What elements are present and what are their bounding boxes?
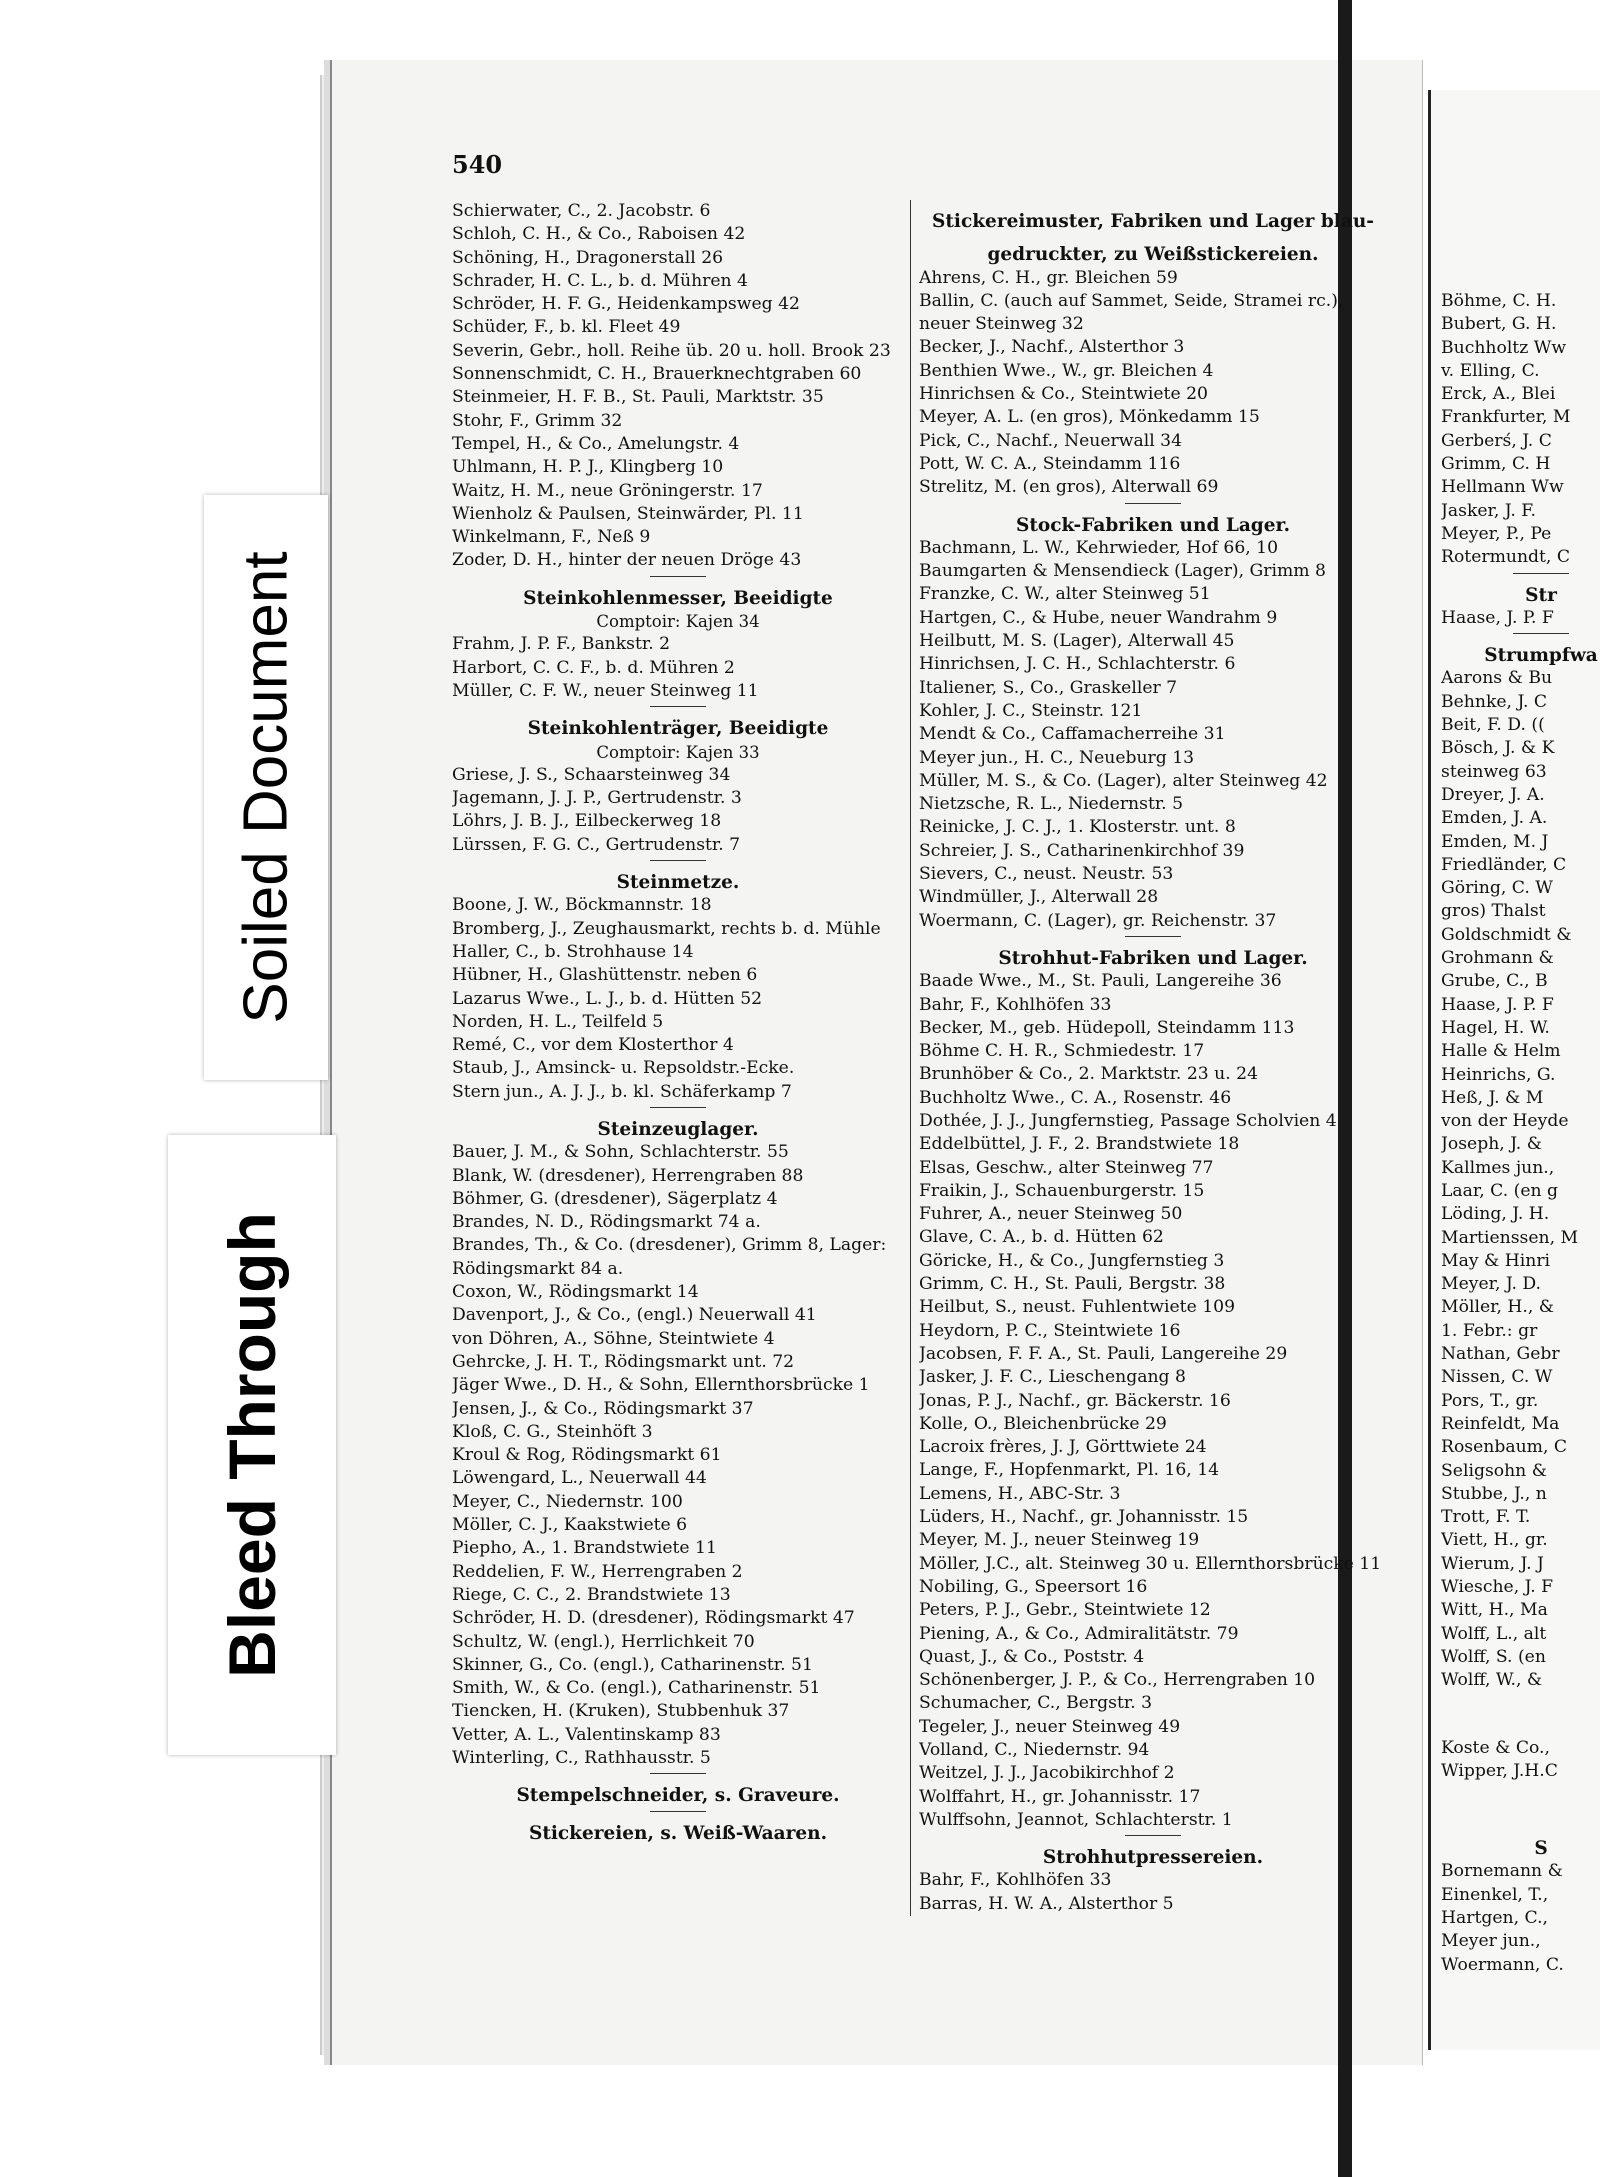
directory-entry: Bahr, F., Kohlhöfen 33: [919, 1870, 1112, 1891]
directory-entry: Kohler, J. C., Steinstr. 121: [919, 700, 1143, 721]
directory-entry: Reinfeldt, Ma: [1441, 1413, 1560, 1434]
directory-entry: Nathan, Gebr: [1441, 1344, 1560, 1365]
directory-entry: Wulffsohn, Jeannot, Schlachterstr. 1: [919, 1809, 1233, 1830]
directory-entry: Brunhöber & Co., 2. Marktstr. 23 u. 24: [919, 1064, 1259, 1085]
directory-entry: Peters, P. J., Gebr., Steintwiete 12: [919, 1600, 1211, 1621]
directory-entry: Steinmeier, H. F. B., St. Pauli, Marktstr. 35: [452, 387, 824, 408]
directory-entry: Meyer, A. L. (en gros), Mönkedamm 15: [919, 407, 1260, 428]
directory-entry: Lemens, H., ABC-Str. 3: [919, 1483, 1121, 1504]
directory-entry: Jagemann, J. J. P., Gertrudenstr. 3: [452, 788, 742, 809]
directory-entry: Griese, J. S., Schaarsteinweg 34: [452, 764, 731, 785]
directory-entry: Schumacher, C., Bergstr. 3: [919, 1693, 1153, 1714]
directory-entry: Löding, J. H.: [1441, 1204, 1550, 1225]
section-divider: [1125, 936, 1181, 937]
directory-entry: Friedländer, C: [1441, 854, 1567, 875]
directory-entry: Italiener, S., Co., Graskeller 7: [919, 677, 1178, 698]
directory-entry: Rödingsmarkt 84 a.: [452, 1258, 624, 1279]
directory-entry: Tempel, H., & Co., Amelungstr. 4: [452, 433, 740, 454]
directory-entry: Reinicke, J. C. J., 1. Klosterstr. unt. 8: [919, 817, 1236, 838]
directory-entry: Jensen, J., & Co., Rödingsmarkt 37: [452, 1398, 754, 1419]
directory-entry: Vetter, A. L., Valentinskamp 83: [452, 1724, 721, 1745]
directory-entry: Blank, W. (dresdener), Herrengraben 88: [452, 1165, 804, 1186]
directory-entry: Eddelbüttel, J. F., 2. Brandstwiete 18: [919, 1134, 1240, 1155]
directory-entry: Uhlmann, H. P. J., Klingberg 10: [452, 457, 724, 478]
section-divider: [1125, 503, 1181, 504]
directory-entry: Schrader, H. C. L., b. d. Mühren 4: [452, 270, 748, 291]
directory-entry: Pick, C., Nachf., Neuerwall 34: [919, 430, 1183, 451]
directory-entry: Heydorn, P. C., Steintwiete 16: [919, 1320, 1181, 1341]
section-heading: Steinkohlenmesser, Beeidigte: [523, 587, 833, 609]
directory-entry: Kloß, C. G., Steinhöft 3: [452, 1421, 653, 1442]
directory-entry: Jäger Wwe., D. H., & Sohn, Ellernthorsbrücke 1: [452, 1375, 870, 1396]
section-heading: S: [1534, 1838, 1548, 1860]
section-divider: [650, 576, 706, 577]
directory-entry: Emden, J. A.: [1441, 808, 1548, 829]
directory-entry: Martienssen, M: [1441, 1227, 1579, 1248]
directory-entry: Zoder, D. H., hinter der neuen Dröge 43: [452, 550, 802, 571]
directory-entry: Benthien Wwe., W., gr. Bleichen 4: [919, 360, 1214, 381]
directory-entry: Seligsohn &: [1441, 1460, 1548, 1481]
directory-entry: Winterling, C., Rathhausstr. 5: [452, 1748, 711, 1768]
directory-entry: Halle & Helm: [1441, 1041, 1561, 1062]
directory-entry: Remé, C., vor dem Klosterthor 4: [452, 1035, 734, 1056]
directory-entry: Bornemann &: [1441, 1861, 1563, 1882]
right-page-column: [1441, 290, 1600, 1977]
directory-entry: Heinrichs, G.: [1441, 1064, 1556, 1085]
directory-entry: Bauer, J. M., & Sohn, Schlachterstr. 55: [452, 1142, 789, 1163]
directory-entry: Hartgen, C.,: [1441, 1908, 1548, 1928]
section-divider: [650, 860, 706, 861]
directory-entry: Sievers, C., neust. Neustr. 53: [919, 864, 1174, 885]
directory-entry: Frahm, J. P. F., Bankstr. 2: [452, 634, 671, 655]
directory-entry: Rotermundt, C: [1441, 547, 1571, 568]
directory-entry: Laar, C. (en g: [1441, 1180, 1559, 1201]
directory-entry: Beit, F. D. ((: [1441, 715, 1545, 736]
directory-entry: Rosenbaum, C: [1441, 1437, 1568, 1458]
section-heading: Steinzeuglager.: [597, 1118, 759, 1140]
directory-entry: Goldschmidt &: [1441, 924, 1572, 945]
directory-entry: Lürssen, F. G. C., Gertrudenstr. 7: [452, 834, 741, 855]
bleed-through-text: Bleed Through: [215, 1212, 289, 1678]
directory-entry: Bahr, F., Kohlhöfen 33: [919, 994, 1112, 1015]
directory-entry: Wolff, S. (en: [1441, 1646, 1546, 1667]
directory-entry: Smith, W., & Co. (engl.), Catharinenstr. 51: [452, 1678, 821, 1699]
directory-entry: Dreyer, J. A.: [1441, 784, 1545, 805]
directory-entry: Jasker, J. F.: [1441, 500, 1536, 521]
directory-entry: Meyer, M. J., neuer Steinweg 19: [919, 1530, 1200, 1551]
directory-entry: Bachmann, L. W., Kehrwieder, Hof 66, 10: [919, 537, 1279, 558]
right-page: [1428, 90, 1600, 2050]
directory-entry: Brandes, N. D., Rödingsmarkt 74 a.: [452, 1212, 761, 1233]
directory-entry: Winkelmann, F., Neß 9: [452, 527, 651, 548]
directory-entry: Heß, J. & M: [1441, 1087, 1544, 1108]
section-heading: Stempelschneider, s. Graveure.: [516, 1785, 840, 1807]
directory-entry: Woermann, C. (Lager), gr. Reichenstr. 37: [919, 910, 1277, 931]
directory-entry: Witt, H., Ma: [1441, 1600, 1548, 1621]
directory-entry: Kallmes jun.,: [1441, 1157, 1555, 1178]
section-heading: Stickereimuster, Fabriken und Lager blau-: [932, 211, 1374, 232]
directory-entry: von Döhren, A., Söhne, Steintwiete 4: [452, 1328, 775, 1349]
directory-entry: Fuhrer, A., neuer Steinweg 50: [919, 1204, 1183, 1225]
directory-entry: Emden, M. J: [1441, 831, 1549, 852]
directory-entry: Meyer, C., Niedernstr. 100: [452, 1491, 683, 1512]
directory-entry: Wipper, J.H.C: [1441, 1760, 1558, 1781]
directory-entry: Lazarus Wwe., L. J., b. d. Hütten 52: [452, 988, 763, 1009]
directory-entry: Nietzsche, R. L., Niedernstr. 5: [919, 794, 1184, 815]
directory-entry: Windmüller, J., Alterwall 28: [919, 887, 1159, 908]
section-heading: Str: [1525, 584, 1557, 606]
directory-entry: Baade Wwe., M., St. Pauli, Langereihe 36: [919, 971, 1282, 992]
directory-entry: Möller, C. J., Kaakstwiete 6: [452, 1515, 688, 1536]
directory-entry: Bösch, J. & K: [1441, 738, 1555, 759]
directory-entry: Piening, A., & Co., Admiralitätstr. 79: [919, 1623, 1239, 1644]
directory-entry: Möller, H., &: [1441, 1297, 1555, 1318]
directory-entry: Lacroix frères, J. J, Görttwiete 24: [919, 1437, 1207, 1458]
section-subheading: Comptoir: Kajen 34: [596, 612, 760, 632]
directory-entry: Becker, M., geb. Hüdepoll, Steindamm 113: [919, 1017, 1295, 1038]
directory-entry: Frankfurter, M: [1441, 407, 1571, 428]
directory-entry: Wiesche, J. F: [1441, 1577, 1554, 1598]
directory-entry: Hellmann Ww: [1441, 477, 1564, 498]
directory-entry: Müller, C. F. W., neuer Steinweg 11: [452, 680, 759, 701]
directory-entry: Jonas, P. J., Nachf., gr. Bäckerstr. 16: [919, 1390, 1231, 1411]
directory-entry: Meyer, J. D.: [1441, 1274, 1542, 1295]
directory-entry: Lange, F., Hopfenmarkt, Pl. 16, 14: [919, 1460, 1220, 1481]
directory-entry: Schierwater, C., 2. Jacobstr. 6: [452, 201, 711, 221]
directory-entry: Möller, J.C., alt. Steinweg 30 u. Ellernthorsbrücke 11: [919, 1553, 1382, 1574]
directory-entry: Wienholz & Paulsen, Steinwärder, Pl. 11: [452, 503, 804, 524]
directory-entry: Schloh, C. H., & Co., Raboisen 42: [452, 224, 746, 245]
directory-entry: Buchholtz Ww: [1441, 337, 1567, 358]
directory-entry: Tiencken, H. (Kruken), Stubbenhuk 37: [452, 1701, 790, 1722]
page-number: 540: [452, 150, 503, 179]
section-divider: [1513, 573, 1569, 574]
directory-entry: Staub, J., Amsinck- u. Repsoldstr.-Ecke.: [452, 1058, 795, 1079]
directory-entry: Coxon, W., Rödingsmarkt 14: [452, 1282, 699, 1303]
directory-entry: Lüders, H., Nachf., gr. Johannisstr. 15: [919, 1507, 1249, 1528]
directory-entry: Franzke, C. W., alter Steinweg 51: [919, 584, 1211, 605]
directory-entry: Trott, F. T.: [1441, 1507, 1531, 1528]
directory-entry: Harbort, C. C. F., b. d. Mühren 2: [452, 657, 735, 678]
directory-entry: Jacobsen, F. F. A., St. Pauli, Langereihe 29: [919, 1343, 1288, 1364]
directory-entry: Haller, C., b. Strohhause 14: [452, 941, 694, 962]
directory-entry: Meyer, P., Pe: [1441, 523, 1552, 544]
directory-entry: v. Elling, C.: [1441, 360, 1540, 381]
directory-entry: Schöning, H., Dragonerstall 26: [452, 247, 724, 268]
directory-entry: Volland, C., Niedernstr. 94: [919, 1740, 1150, 1760]
directory-entry: Pors, T., gr.: [1441, 1390, 1539, 1411]
directory-entry: Erck, A., Blei: [1441, 384, 1556, 405]
section-divider: [650, 1107, 706, 1108]
directory-entry: Woermann, C.: [1441, 1954, 1564, 1975]
directory-entry: Meyer jun., H. C., Neueburg 13: [919, 747, 1195, 768]
section-divider: [650, 1773, 706, 1774]
section-divider: [1125, 1835, 1181, 1836]
directory-entry: Behnke, J. C: [1441, 691, 1548, 712]
directory-entry: Joseph, J. &: [1441, 1134, 1543, 1155]
left-column: [452, 200, 904, 1845]
section-heading: Stock-Fabriken und Lager.: [1015, 514, 1291, 536]
directory-entry: Böhmer, G. (dresdener), Sägerplatz 4: [452, 1188, 778, 1209]
directory-entry: Waitz, H. M., neue Gröningerstr. 17: [452, 480, 763, 501]
directory-entry: Barras, H. W. A., Alsterthor 5: [919, 1893, 1174, 1914]
directory-entry: Schröder, H. D. (dresdener), Rödingsmarkt 47: [452, 1608, 855, 1629]
directory-entry: Wolff, W., &: [1441, 1670, 1543, 1691]
middle-column: [910, 200, 1387, 1916]
directory-entry: Brandes, Th., & Co. (dresdener), Grimm 8, Lager:: [452, 1235, 887, 1256]
section-subheading: Comptoir: Kajen 33: [596, 742, 760, 762]
directory-entry: 1. Febr.: gr: [1441, 1320, 1538, 1341]
soiled-document-text: Soiled Document: [231, 551, 301, 1024]
directory-entry: steinweg 63: [1441, 761, 1547, 782]
directory-entry: Tegeler, J., neuer Steinweg 49: [919, 1716, 1181, 1737]
directory-entry: Kroul & Rog, Rödingsmarkt 61: [452, 1445, 722, 1466]
directory-entry: Grimm, C. H., St. Pauli, Bergstr. 38: [919, 1274, 1226, 1295]
directory-entry: Nobiling, G., Speersort 16: [919, 1576, 1148, 1597]
directory-entry: Wolff, L., alt: [1441, 1623, 1547, 1644]
directory-entry: Stubbe, J., n: [1441, 1483, 1547, 1504]
directory-entry: Piepho, A., 1. Brandstwiete 11: [452, 1538, 717, 1559]
directory-entry: Gerberś, J. C: [1441, 430, 1552, 451]
directory-entry: Riege, C. C., 2. Brandstwiete 13: [452, 1584, 731, 1605]
directory-entry: Löwengard, L., Neuerwall 44: [452, 1468, 707, 1489]
directory-entry: Fraikin, J., Schauenburgerstr. 15: [919, 1180, 1205, 1201]
directory-entry: Gehrcke, J. H. T., Rödingsmarkt unt. 72: [452, 1351, 795, 1372]
directory-entry: Quast, J., & Co., Poststr. 4: [919, 1646, 1145, 1667]
section-heading: Strohhut-Fabriken und Lager.: [998, 947, 1308, 969]
directory-entry: Glave, C. A., b. d. Hütten 62: [919, 1227, 1164, 1248]
soiled-document-label: [204, 495, 328, 1080]
directory-entry: Schröder, H. F. G., Heidenkampsweg 42: [452, 294, 800, 315]
section-heading: Stickereien, s. Weiß-Waaren.: [528, 1822, 828, 1844]
directory-entry: Pott, W. C. A., Steindamm 116: [919, 453, 1181, 474]
directory-entry: Schultz, W. (engl.), Herrlichkeit 70: [452, 1631, 755, 1652]
directory-entry: Buchholtz Wwe., C. A., Rosenstr. 46: [919, 1087, 1232, 1108]
section-heading: Steinkohlenträger, Beeidigte: [527, 718, 829, 740]
directory-entry: Wierum, J. J: [1441, 1553, 1544, 1574]
directory-entry: Schreier, J. S., Catharinenkirchhof 39: [919, 840, 1245, 861]
directory-entry: Strelitz, M. (en gros), Alterwall 69: [919, 477, 1219, 498]
directory-entry: Meyer jun.,: [1441, 1931, 1541, 1952]
directory-entry: Bromberg, J., Zeughausmarkt, rechts b. d. Mühle: [452, 918, 881, 939]
directory-entry: Becker, J., Nachf., Alsterthor 3: [919, 337, 1185, 358]
directory-entry: May & Hinri: [1441, 1250, 1551, 1271]
directory-entry: Koste & Co.,: [1441, 1737, 1550, 1758]
directory-entry: Elsas, Geschw., alter Steinweg 77: [919, 1157, 1214, 1178]
directory-entry: Aarons & Bu: [1441, 668, 1553, 689]
directory-entry: Bubert, G. H.: [1441, 314, 1557, 335]
directory-entry: Haase, J. P. F: [1441, 994, 1554, 1015]
directory-entry: Ahrens, C. H., gr. Bleichen 59: [919, 267, 1178, 288]
directory-entry: Böhme C. H. R., Schmiedestr. 17: [919, 1041, 1205, 1062]
spacer: [1441, 1693, 1600, 1737]
directory-entry: Norden, H. L., Teilfeld 5: [452, 1011, 664, 1032]
spacer: [1441, 1783, 1600, 1827]
directory-entry: Kolle, O., Bleichenbrücke 29: [919, 1413, 1167, 1434]
directory-entry: Müller, M. S., & Co. (Lager), alter Steinweg 42: [919, 770, 1328, 791]
directory-entry: Göring, C. W: [1441, 878, 1553, 899]
directory-entry: Weitzel, J. J., Jacobikirchhof 2: [919, 1763, 1175, 1784]
directory-entry: Hinrichsen & Co., Steintwiete 20: [919, 384, 1208, 405]
section-heading: Steinmetze.: [616, 872, 740, 894]
directory-entry: Göricke, H., & Co., Jungfernstieg 3: [919, 1250, 1225, 1271]
directory-entry: Schönenberger, J. P., & Co., Herrengraben 10: [919, 1670, 1316, 1691]
directory-entry: Einenkel, T.,: [1441, 1884, 1549, 1905]
directory-entry: Mendt & Co., Caffamacherreihe 31: [919, 724, 1226, 745]
directory-entry: Skinner, G., Co. (engl.), Catharinenstr. 51: [452, 1654, 813, 1675]
directory-entry: Nissen, C. W: [1441, 1367, 1553, 1388]
directory-entry: Heilbutt, M. S. (Lager), Alterwall 45: [919, 631, 1235, 652]
directory-entry: Hübner, H., Glashüttenstr. neben 6: [452, 965, 758, 986]
directory-entry: von der Heyde: [1441, 1111, 1569, 1132]
directory-entry: Ballin, C. (auch auf Sammet, Seide, Stramei rc.),: [919, 290, 1344, 311]
directory-entry: Davenport, J., & Co., (engl.) Neuerwall 41: [452, 1305, 817, 1326]
directory-entry: Baumgarten & Mensendieck (Lager), Grimm 8: [919, 561, 1326, 582]
directory-entry: Viett, H., gr.: [1441, 1530, 1548, 1551]
directory-entry: Stern jun., A. J. J., b. kl. Schäferkamp 7: [452, 1081, 792, 1102]
directory-entry: Hartgen, C., & Hube, neuer Wandrahm 9: [919, 607, 1278, 628]
directory-entry: Jasker, J. F. C., Lieschengang 8: [919, 1367, 1186, 1388]
directory-entry: Heilbut, S., neust. Fuhlentwiete 109: [919, 1297, 1236, 1318]
directory-entry: Wolffahrt, H., gr. Johannisstr. 17: [919, 1786, 1201, 1807]
section-heading: Strohhutpressereien.: [1042, 1847, 1264, 1869]
directory-entry: Stohr, F., Grimm 32: [452, 410, 623, 431]
directory-entry: Grimm, C. H: [1441, 454, 1551, 475]
directory-entry: neuer Steinweg 32: [919, 314, 1084, 335]
directory-entry: Haase, J. P. F: [1441, 607, 1554, 628]
directory-entry: Hagel, H. W.: [1441, 1017, 1550, 1038]
section-divider: [650, 706, 706, 707]
directory-entry: Severin, Gebr., holl. Reihe üb. 20 u. holl. Brook 23: [452, 340, 891, 361]
directory-entry: Sonnenschmidt, C. H., Brauerknechtgraben 60: [452, 364, 862, 385]
directory-entry: Grohmann &: [1441, 948, 1554, 969]
directory-entry: gros) Thalst: [1441, 901, 1546, 922]
bleed-through-label: [168, 1135, 336, 1755]
directory-entry: Böhme, C. H.: [1441, 291, 1557, 311]
section-divider: [650, 1811, 706, 1812]
directory-entry: Schüder, F., b. kl. Fleet 49: [452, 317, 681, 338]
section-heading: gedruckter, zu Weißstickereien.: [987, 244, 1319, 266]
directory-entry: Reddelien, F. W., Herrengraben 2: [452, 1561, 743, 1582]
directory-entry: Dothée, J. J., Jungfernstieg, Passage Scholvien 4: [919, 1110, 1337, 1131]
section-heading: Strumpfwa: [1484, 645, 1598, 667]
directory-entry: Hinrichsen, J. C. H., Schlachterstr. 6: [919, 654, 1236, 675]
directory-entry: Grube, C., B: [1441, 971, 1548, 992]
directory-entry: Boone, J. W., Böckmannstr. 18: [452, 895, 712, 916]
directory-entry: Löhrs, J. B. J., Eilbeckerweg 18: [452, 811, 722, 832]
section-divider: [1513, 633, 1569, 634]
